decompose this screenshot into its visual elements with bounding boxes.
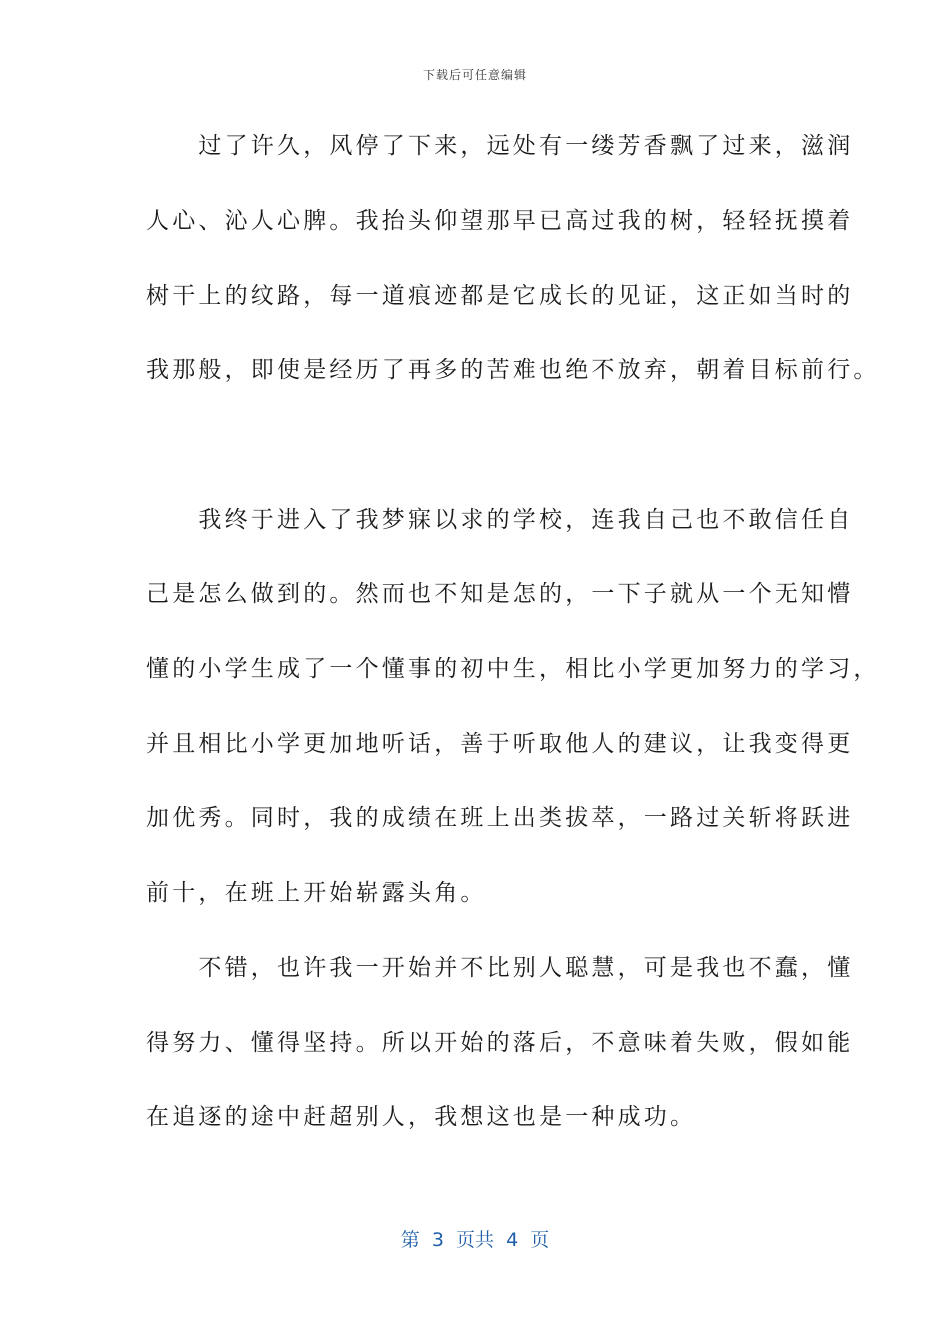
paragraph-line: 树干上的纹路，每一道痕迹都是它成长的见证，这正如当时的 — [146, 283, 854, 309]
paragraph-line: 得努力、懂得坚持。所以开始的落后，不意味着失败，假如能 — [146, 1030, 854, 1056]
paragraph-line: 我那般，即使是经历了再多的苦难也绝不放弃，朝着目标前行。 — [146, 357, 880, 383]
paragraph-line: 我终于进入了我梦寐以求的学校，连我自己也不敢信任自 — [146, 507, 854, 533]
paragraph-line: 不错，也许我一开始并不比别人聪慧，可是我也不蠢，懂 — [146, 955, 854, 981]
paragraph-line: 加优秀。同时，我的成绩在班上出类拔萃，一路过关斩将跃进 — [146, 805, 854, 831]
paragraph-line: 前十，在班上开始崭露头角。 — [146, 880, 487, 906]
page-number-footer: 第 3 页共 4 页 — [400, 1229, 550, 1251]
paragraph-line: 过了许久，风停了下来，远处有一缕芳香飘了过来，滋润 — [146, 133, 854, 159]
paragraph-line: 人心、沁人心脾。我抬头仰望那早已高过我的树，轻轻抚摸着 — [146, 208, 854, 234]
paragraph-line: 在追逐的途中赶超别人，我想这也是一种成功。 — [146, 1104, 697, 1130]
paragraph-line: 并且相比小学更加地听话，善于听取他人的建议，让我变得更 — [146, 731, 854, 757]
page-header: 下载后可任意编辑 — [422, 68, 527, 82]
paragraph-line: 懂的小学生成了一个懂事的初中生，相比小学更加努力的学习， — [146, 656, 880, 682]
paragraph-line: 己是怎么做到的。然而也不知是怎的，一下子就从一个无知懵 — [146, 581, 854, 607]
